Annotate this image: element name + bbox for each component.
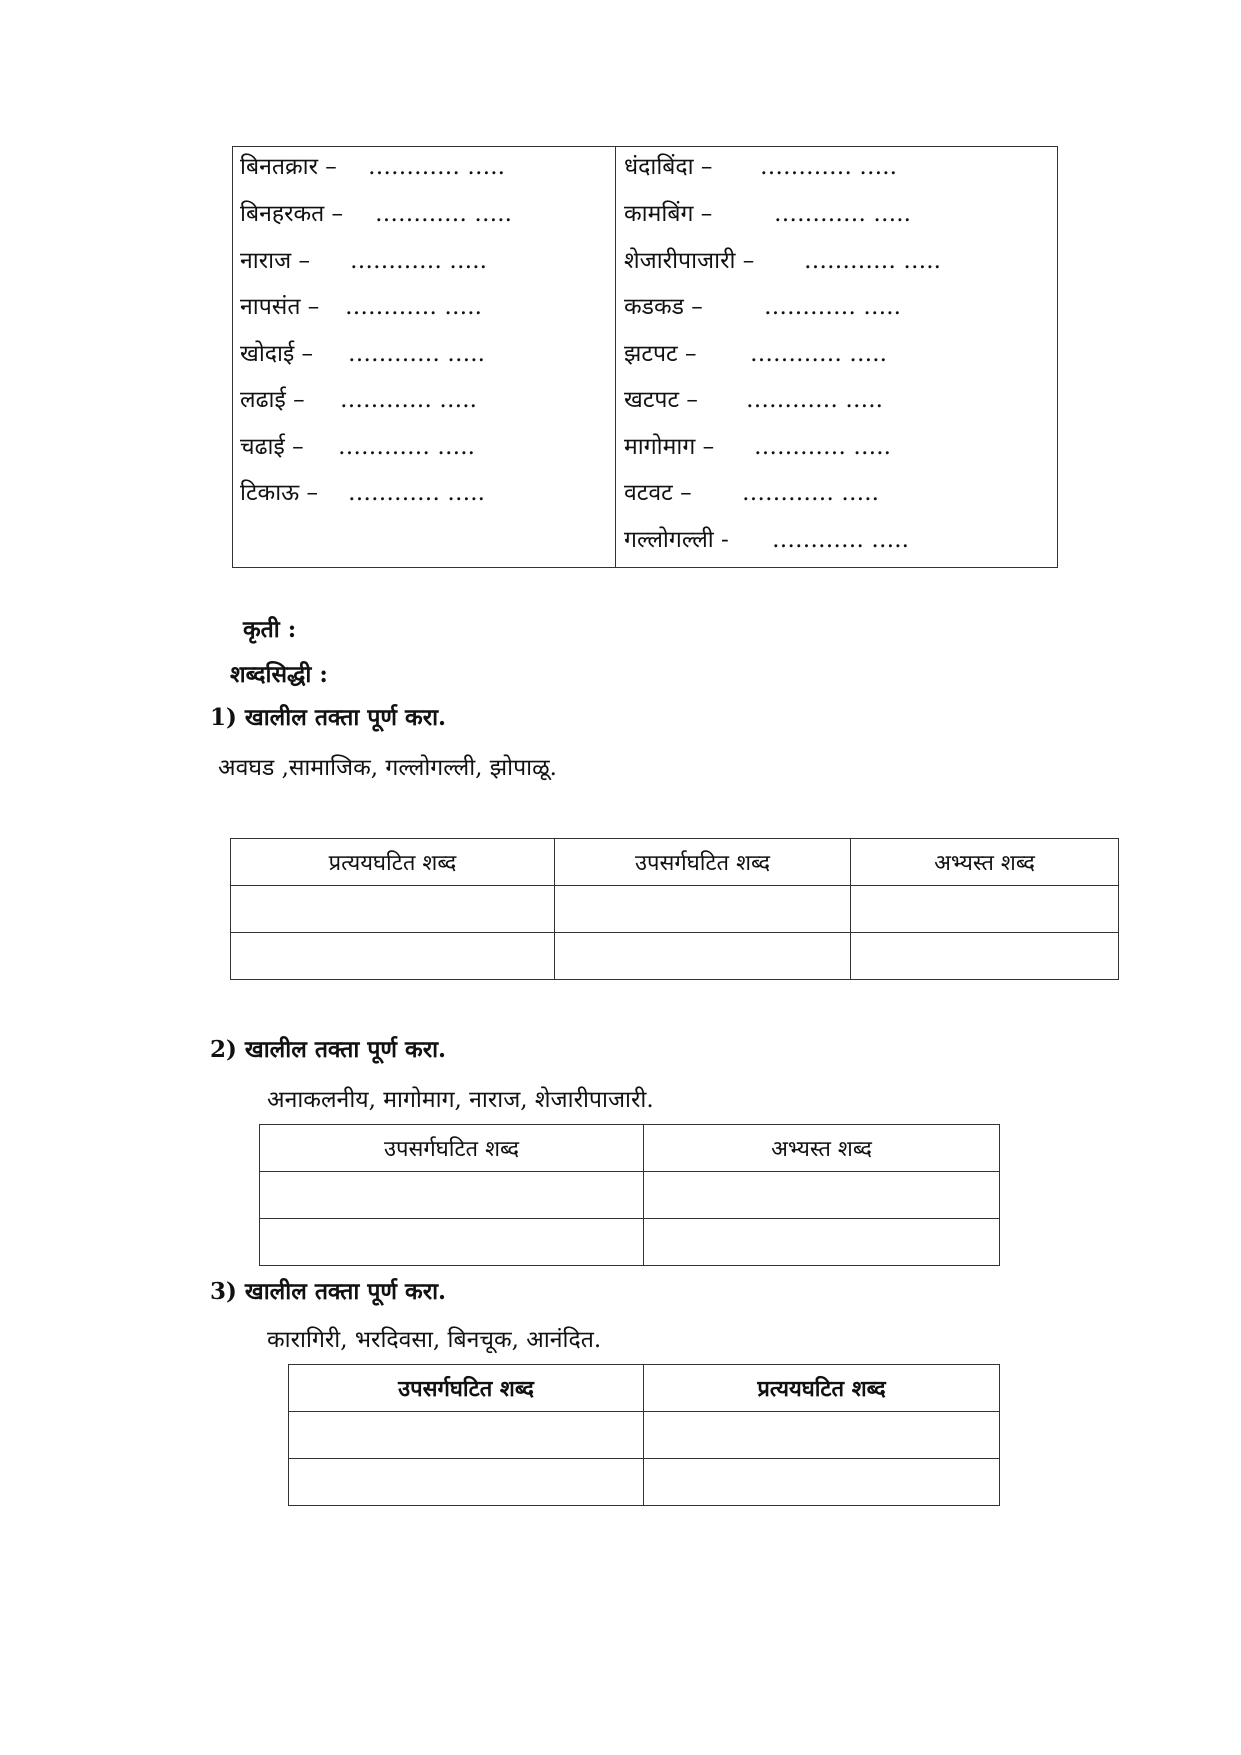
word: लढाई – [240,387,305,413]
blank: ………… ….. [345,294,482,320]
table-row [260,1172,1000,1219]
table-row [231,933,1119,980]
question-3-words: कारागिरी, भरदिवसा, बिनचूक, आनंदित. [267,1327,602,1353]
word: धंदाबिंदा – [624,154,713,180]
word-list-item [624,339,887,369]
word-list-item [624,152,897,182]
blank: ………… ….. [340,387,477,413]
table-header: उपसर्गघटित शब्द [555,839,851,886]
word-list-item [240,478,485,508]
table-header: अभ्यस्त शब्द [851,839,1119,886]
table-row [231,886,1119,933]
word-list-item [624,292,901,322]
word-list-item [240,432,475,462]
word-list-item [624,525,909,555]
question-2-heading: 2) खालील तक्ता पूर्ण करा. [210,1036,447,1063]
question-2-words: अनाकलनीय, मागोमाग, नाराज, शेजारीपाजारी. [267,1087,654,1113]
word: शेजारीपाजारी – [624,248,755,274]
question-1-words: अवघड ,सामाजिक, गल्लोगल्ली, झोपाळू. [218,755,557,781]
word-list-item [624,246,941,276]
question-2-table [259,1124,1000,1266]
word-list-item [624,199,911,229]
table-header: प्रत्ययघटित शब्द [231,839,555,886]
answer-cell[interactable] [851,933,1119,980]
blank: ………… ….. [746,387,883,413]
answer-cell[interactable] [644,1459,1000,1506]
table-row [289,1412,1000,1459]
word: टिकाऊ – [240,480,319,506]
table-header-row [260,1125,1000,1172]
blank: ………… ….. [375,201,512,227]
blank: ………… ….. [754,434,891,460]
question-3-heading: 3) खालील तक्ता पूर्ण करा. [210,1278,447,1305]
blank: ………… ….. [760,154,897,180]
word: झटपट – [624,341,697,367]
table-header: उपसर्गघटित शब्द [289,1365,644,1412]
blank: ………… ….. [750,341,887,367]
blank: ………… ….. [742,480,879,506]
blank: ………… ….. [774,201,911,227]
word: नापसंत – [240,294,320,320]
table-row [260,1219,1000,1266]
table-header-row [231,839,1119,886]
table-row [289,1459,1000,1506]
word: नाराज – [240,248,310,274]
question-1-table [230,838,1119,980]
answer-cell[interactable] [644,1172,1000,1219]
activity-title: कृती : [243,616,297,643]
question-1-heading: 1) खालील तक्ता पूर्ण करा. [210,704,447,731]
answer-cell[interactable] [289,1459,644,1506]
answer-cell[interactable] [231,933,555,980]
word-list-item [240,246,487,276]
answer-cell[interactable] [260,1219,644,1266]
word: गल्लोगल्ली - [624,527,729,553]
word: मागोमाग – [624,434,715,460]
question-3-table [288,1364,1000,1506]
word: बिनहरकत – [240,201,344,227]
answer-cell[interactable] [260,1172,644,1219]
word-list-item [240,292,482,322]
word-list-item [624,478,879,508]
blank: ………… ….. [348,341,485,367]
word-list-item [624,432,891,462]
answer-cell[interactable] [851,886,1119,933]
word: खटपट – [624,387,698,413]
word: कामबिंग – [624,201,713,227]
blank: ………… ….. [368,154,505,180]
table-header: उपसर्गघटित शब्द [260,1125,644,1172]
answer-cell[interactable] [289,1412,644,1459]
answer-cell[interactable] [555,886,851,933]
table-header: प्रत्ययघटित शब्द [644,1365,1000,1412]
table-header: अभ्यस्त शब्द [644,1125,1000,1172]
answer-cell[interactable] [555,933,851,980]
word-list-item [240,199,512,229]
answer-cell[interactable] [644,1412,1000,1459]
word-list-divider [615,147,616,567]
activity-subtitle: शब्दसिद्धी : [230,661,328,688]
word-list-item [624,385,883,415]
word-list-item [240,339,485,369]
word: चढाई – [240,434,304,460]
word: बिनतक्रार – [240,154,337,180]
blank: ………… ….. [338,434,475,460]
blank: ………… ….. [804,248,941,274]
blank: ………… ….. [348,480,485,506]
answer-cell[interactable] [231,886,555,933]
word-list-item [240,385,477,415]
blank: ………… ….. [350,248,487,274]
table-header-row [289,1365,1000,1412]
blank: ………… ….. [772,527,909,553]
word-list-item [240,152,505,182]
blank: ………… ….. [764,294,901,320]
word: कडकड – [624,294,703,320]
word: वटवट – [624,480,692,506]
answer-cell[interactable] [644,1219,1000,1266]
word: खोदाई – [240,341,314,367]
